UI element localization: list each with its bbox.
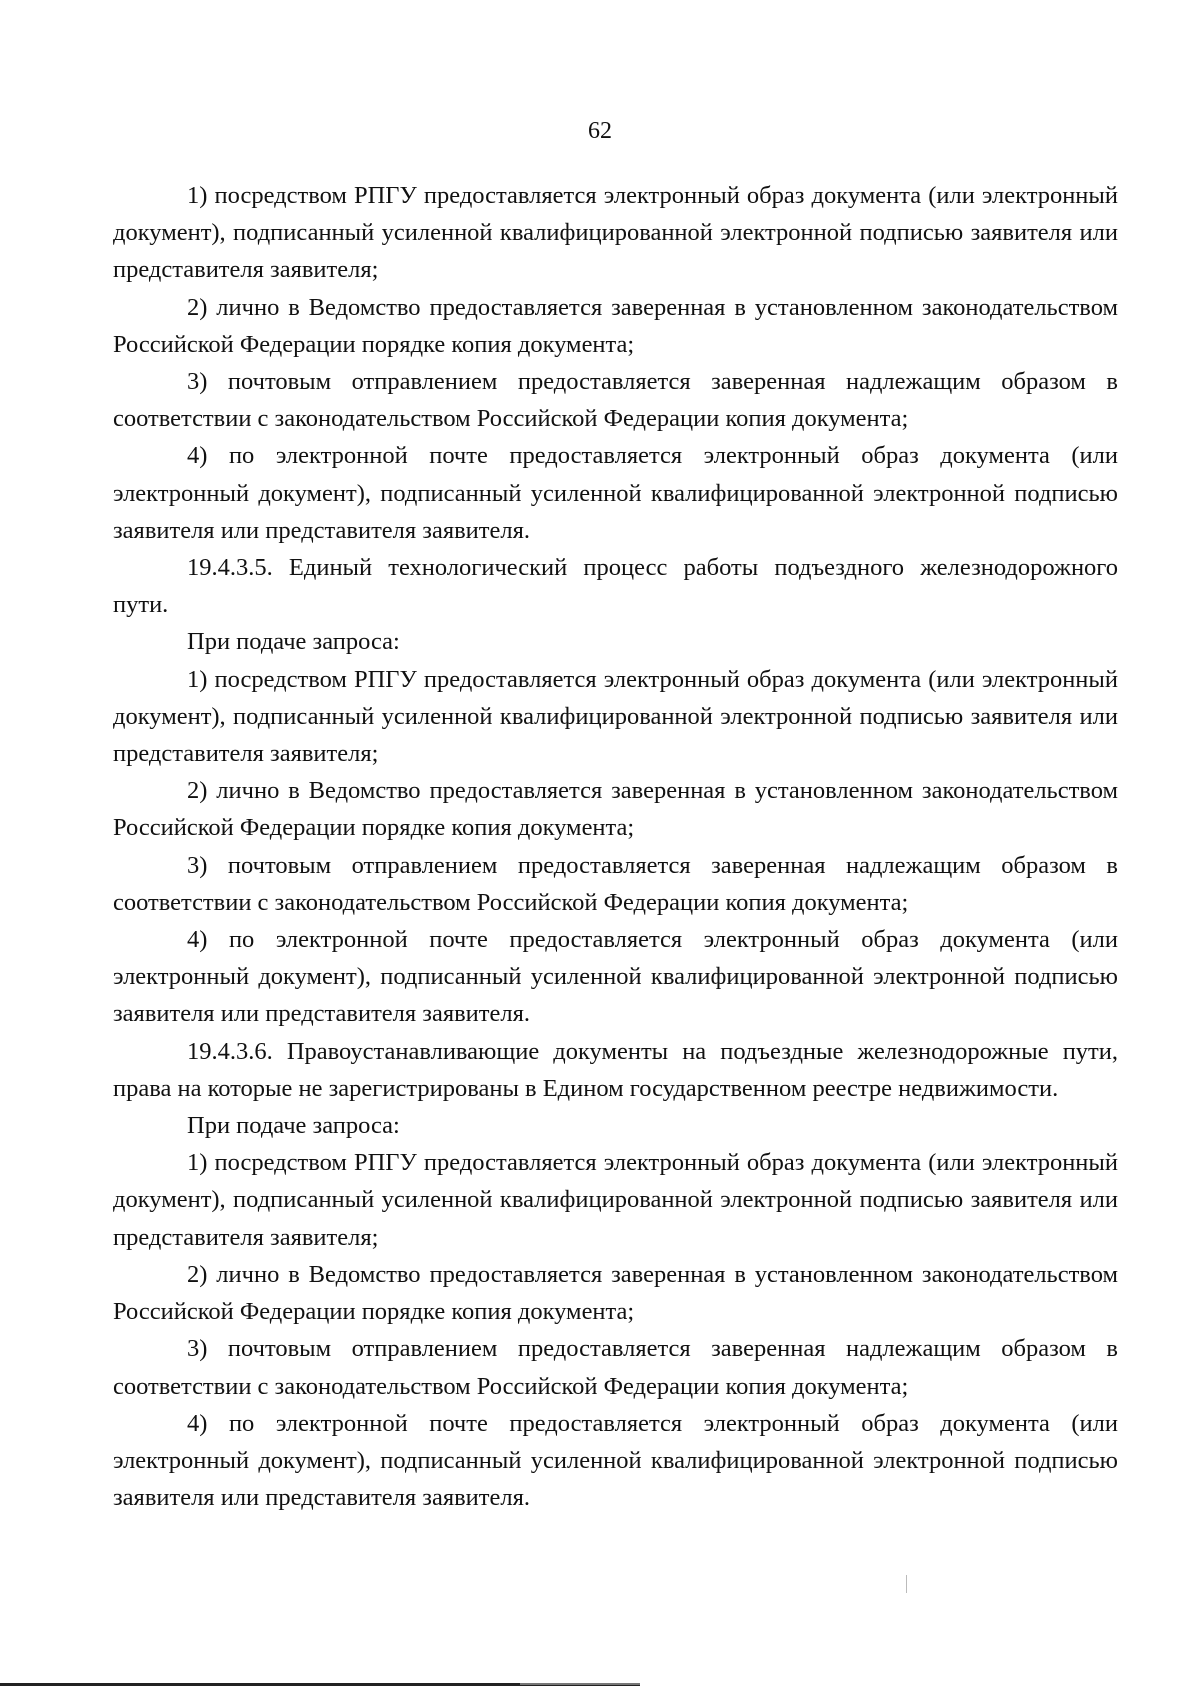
paragraph-9: 3) почтовым отправлением предоставляется заверенная надлежащим образом в соответствии с законодательством Российской Федерации копия документа; [113, 851, 1118, 916]
paragraph-1: 1) посредством РПГУ предоставляется электронный образ документа (или электронный документ), подписанный усиленной квалифицированной электронной подписью заявителя или представителя заявителя; [113, 182, 1118, 284]
paragraph-10: 4) по электронной почте предоставляется электронный образ документа (или электронный документ), подписанный усиленной квалифицированной электронной подписью заявителя или представителя заявителя. [113, 926, 1118, 1028]
section-heading-19-4-3-6: 19.4.3.6. Правоустанавливающие документы на подъездные железнодорожные пути, права на которые не зарегистрированы в Едином государственном реестре недвижимости. [113, 1037, 1118, 1102]
paragraph-13: 1) посредством РПГУ предоставляется электронный образ документа (или электронный документ), подписанный усиленной квалифицированной электронной подписью заявителя или представителя заявителя; [113, 1149, 1118, 1251]
paragraph-16: 4) по электронной почте предоставляется электронный образ документа (или электронный документ), подписанный усиленной квалифицированной электронной подписью заявителя или представителя заявителя. [113, 1409, 1118, 1512]
submission-label-2: При подаче запроса: [187, 1112, 400, 1140]
document-body [113, 177, 1118, 1516]
paragraph-3: 3) почтовым отправлением предоставляется заверенная надлежащим образом в соответствии с законодательством Российской Федерации копия документа; [113, 368, 1118, 433]
paragraph-7: 1) посредством РПГУ предоставляется электронный образ документа (или электронный документ), подписанный усиленной квалифицированной электронной подписью заявителя или представителя заявителя; [113, 665, 1118, 768]
paragraph-8: 2) лично в Ведомство предоставляется заверенная в установленном законодательством Российской Федерации порядке копия документа; [113, 777, 1118, 842]
page-number: 62 [588, 118, 612, 144]
paragraph-15: 3) почтовым отправлением предоставляется заверенная надлежащим образом в соответствии с законодательством Российской Федерации копия документа; [113, 1335, 1118, 1400]
submission-label-1: При подаче запроса: [187, 628, 400, 656]
scan-speck [906, 1575, 907, 1593]
section-heading-19-4-3-5: 19.4.3.5. Единый технологический процесс работы подъездного железнодорожного пути. [113, 554, 1118, 619]
scan-bottom-edge-faded [520, 1683, 640, 1685]
paragraph-14: 2) лично в Ведомство предоставляется заверенная в установленном законодательством Российской Федерации порядке копия документа; [113, 1260, 1118, 1326]
paragraph-2: 2) лично в Ведомство предоставляется заверенная в установленном законодательством Российской Федерации порядке копия документа; [113, 293, 1118, 358]
paragraph-4: 4) по электронной почте предоставляется электронный образ документа (или электронный документ), подписанный усиленной квалифицированной электронной подписью заявителя или представителя заявителя. [113, 442, 1118, 544]
